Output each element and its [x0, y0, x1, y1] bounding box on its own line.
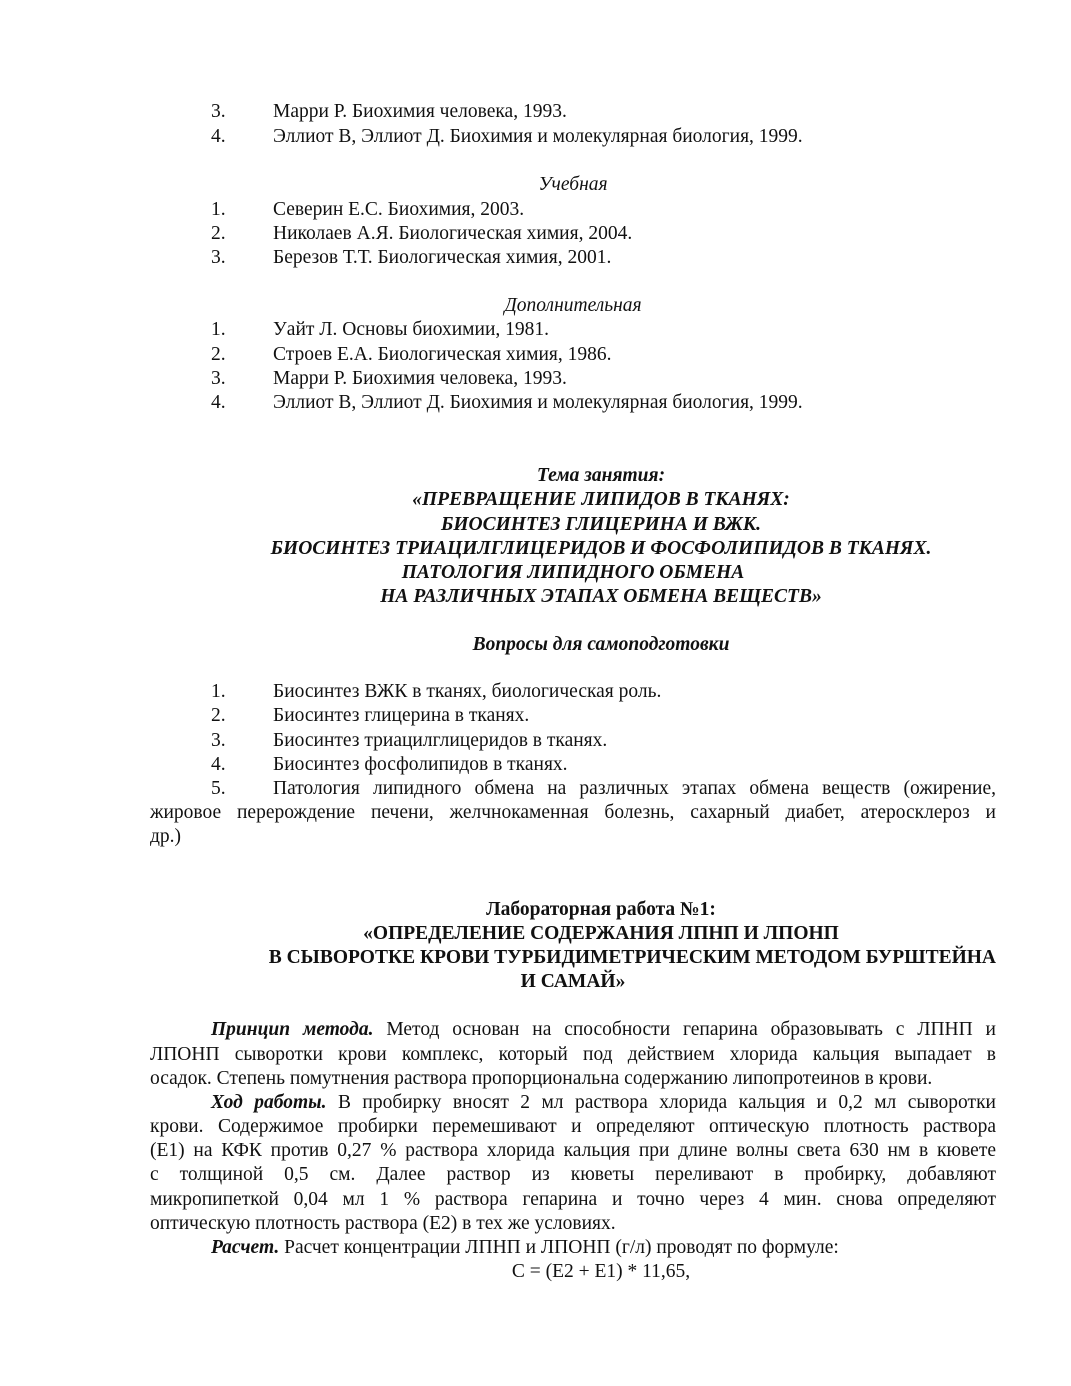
principle-label: Принцип метода. [211, 1019, 374, 1040]
list-text: Березов Т.Т. Биологическая химия, 2001. [273, 247, 612, 268]
question-item [0, 680, 1071, 704]
procedure-line [211, 1091, 996, 1115]
question-text: Биосинтез фосфолипидов в тканях. [273, 754, 568, 775]
list-item [0, 318, 1071, 342]
list-number: 4. [211, 126, 226, 147]
list-number: 2. [211, 344, 226, 365]
procedure-line: с толщиной 0,5 см. Далее раствор из кюветы переливают в пробирку, добавляют [150, 1164, 996, 1185]
list-item [0, 367, 1071, 391]
list-item [0, 391, 1071, 415]
list-number: 1. [211, 319, 226, 340]
list-text: Строев Е.А. Биологическая химия, 1986. [273, 344, 612, 365]
list-item [0, 343, 1071, 367]
question-item [0, 753, 1071, 777]
principle-line: ЛПОНП сыворотки крови комплекс, который под действием хлорида кальция выпадает в [150, 1044, 996, 1065]
topic-title-line: НА РАЗЛИЧНЫХ ЭТАПАХ ОБМЕНА ВЕЩЕСТВ» [380, 586, 822, 607]
questions-heading: Вопросы для самоподготовки [472, 634, 730, 655]
list-item [0, 198, 1071, 222]
topic-title-line: БИОСИНТЕЗ ТРИАЦИЛГЛИЦЕРИДОВ И ФОСФОЛИПИДОВ В ТКАНЯХ. [270, 538, 932, 559]
procedure-label: Ход работы. [211, 1092, 327, 1113]
question-text: Биосинтез глицерина в тканях. [273, 705, 530, 726]
list-number: 3. [211, 730, 226, 751]
calculation-line [211, 1236, 996, 1260]
list-number: 3. [211, 368, 226, 389]
question-text-continuation: жировое перерождение печени, желчнокаменная болезнь, сахарный диабет, атеросклероз и [150, 802, 996, 823]
section-heading-dopolnitelnaya: Дополнительная [504, 295, 642, 316]
list-text: Марри Р. Биохимия человека, 1993. [273, 368, 567, 389]
section-heading-uchebnaya: Учебная [538, 174, 608, 195]
question-text: Патология липидного обмена на различных этапах обмена веществ (ожирение, [273, 778, 996, 799]
topic-title-line: «ПРЕВРАЩЕНИЕ ЛИПИДОВ В ТКАНЯХ: [412, 489, 790, 510]
question-item [0, 704, 1071, 728]
procedure-line: микропипеткой 0,04 мл 1 % раствора гепарина и точно через 4 мин. снова определяют [150, 1189, 996, 1210]
list-text: Эллиот В, Эллиот Д. Биохимия и молекулярная биология, 1999. [273, 126, 803, 147]
list-number: 2. [211, 223, 226, 244]
list-item [0, 100, 1071, 124]
list-number: 3. [211, 101, 226, 122]
list-text: Северин Е.С. Биохимия, 2003. [273, 199, 525, 220]
principle-line [211, 1018, 996, 1042]
lab-label: Лабораторная работа №1: [486, 899, 716, 920]
list-number: 4. [211, 754, 226, 775]
list-item [0, 125, 1071, 149]
list-text: Марри Р. Биохимия человека, 1993. [273, 101, 567, 122]
list-item [0, 222, 1071, 246]
list-number: 4. [211, 392, 226, 413]
list-number: 1. [211, 199, 226, 220]
calculation-text: Расчет концентрации ЛПНП и ЛПОНП (г/л) проводят по формуле: [284, 1237, 839, 1258]
topic-title-line: ПАТОЛОГИЯ ЛИПИДНОГО ОБМЕНА [401, 562, 745, 583]
lab-title-line: И САМАЙ» [520, 971, 626, 992]
question-item [0, 777, 1071, 801]
question-text-continuation: др.) [150, 826, 182, 847]
question-text: Биосинтез ВЖК в тканях, биологическая роль. [273, 681, 662, 702]
list-text: Николаев А.Я. Биологическая химия, 2004. [273, 223, 633, 244]
list-text: Эллиот В, Эллиот Д. Биохимия и молекулярная биология, 1999. [273, 392, 803, 413]
procedure-text: В пробирку вносят 2 мл раствора хлорида кальция и 0,2 мл сыворотки [337, 1092, 996, 1113]
lab-title-line: В СЫВОРОТКЕ КРОВИ ТУРБИДИМЕТРИЧЕСКИМ МЕТОДОМ БУРШТЕЙНА [268, 947, 996, 968]
procedure-line: (Е1) на КФК против 0,27 % раствора хлорида кальция при длине волны света 630 нм в кювете [150, 1140, 996, 1161]
list-number: 2. [211, 705, 226, 726]
list-number: 5. [211, 778, 226, 799]
list-text: Уайт Л. Основы биохимии, 1981. [273, 319, 550, 340]
procedure-line: крови. Содержимое пробирки перемешивают и определяют оптическую плотность раствора [150, 1116, 996, 1137]
question-item [0, 729, 1071, 753]
calculation-label: Расчет. [211, 1237, 280, 1258]
lab-title-line: «ОПРЕДЕЛЕНИЕ СОДЕРЖАНИЯ ЛПНП И ЛПОНП [363, 923, 839, 944]
topic-label: Тема занятия: [536, 465, 666, 486]
topic-title-line: БИОСИНТЕЗ ГЛИЦЕРИНА И ВЖК. [441, 514, 761, 535]
principle-text: Метод основан на способности гепарина образовывать с ЛПНП и [386, 1019, 996, 1040]
list-number: 3. [211, 247, 226, 268]
question-text: Биосинтез триацилглицеридов в тканях. [273, 730, 608, 751]
procedure-line: оптическую плотность раствора (Е2) в тех же условиях. [150, 1213, 616, 1234]
list-item [0, 246, 1071, 270]
formula: С = (Е2 + Е1) * 11,65, [511, 1261, 691, 1282]
list-number: 1. [211, 681, 226, 702]
principle-line: осадок. Степень помутнения раствора пропорциональна содержанию липопротеинов в крови. [150, 1068, 933, 1089]
